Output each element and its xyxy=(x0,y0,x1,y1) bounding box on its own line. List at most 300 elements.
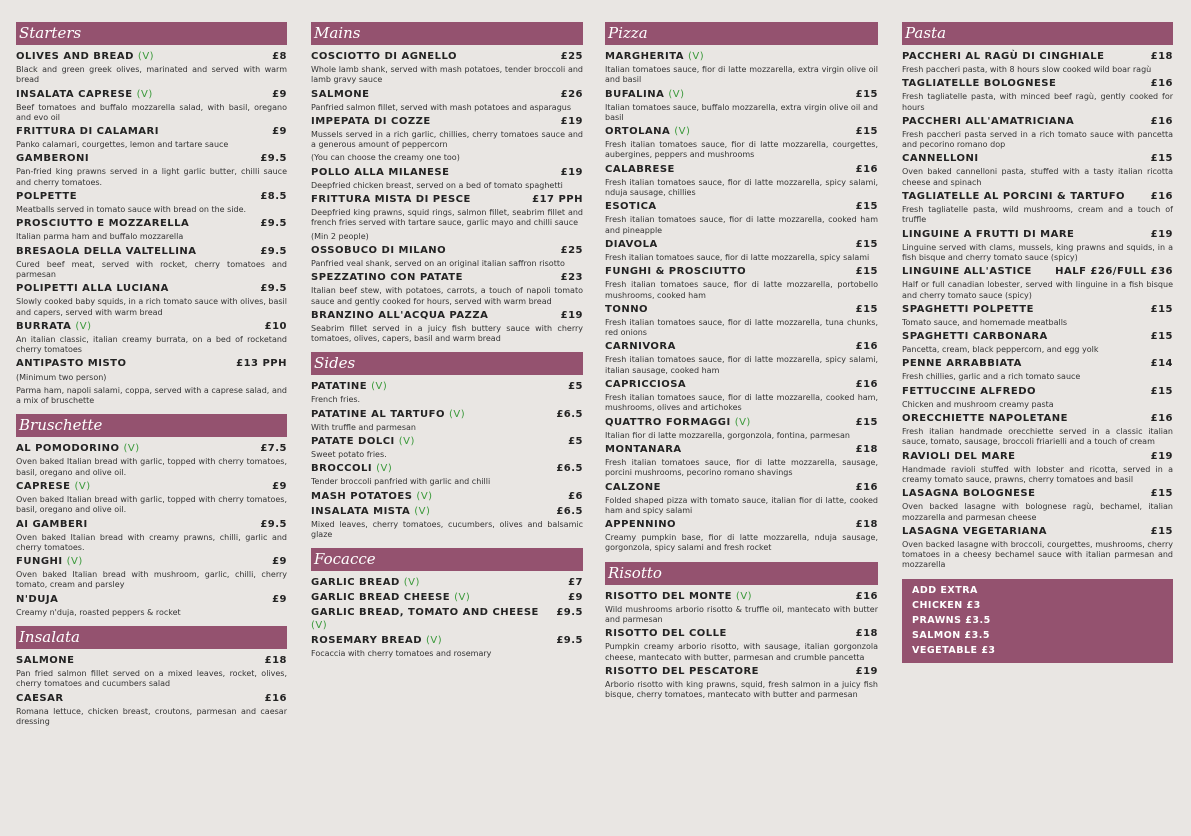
vegetarian-badge: (V) xyxy=(734,416,751,428)
menu-item-header xyxy=(605,50,878,63)
menu-item-header xyxy=(311,435,583,448)
menu-item-price: £10 xyxy=(264,320,287,332)
menu-item xyxy=(311,505,583,541)
menu-item-title xyxy=(311,576,420,589)
menu-item-price: £16 xyxy=(1150,115,1173,127)
section-title: Focacce xyxy=(311,548,583,571)
menu-item-name: RISOTTO DEL MONTE xyxy=(605,590,732,602)
menu-item-header xyxy=(311,505,583,518)
menu-item xyxy=(16,692,287,728)
menu-item-name: BUFALINA xyxy=(605,88,665,100)
menu-item xyxy=(902,385,1173,410)
menu-item-header xyxy=(311,50,583,63)
section-starters xyxy=(16,22,287,406)
menu-item-title xyxy=(605,481,661,494)
menu-item-name: PACCHERI AL RAGÙ DI CINGHIALE xyxy=(902,51,1105,62)
section-title: Pizza xyxy=(605,22,878,45)
menu-item-description: Fresh italian tomatoes sauce, fior di latte mozzarella, cooked ham, mushrooms, olives and artichokes xyxy=(605,393,878,413)
menu-item-header xyxy=(311,193,583,206)
menu-item-price: £15 xyxy=(855,126,878,138)
menu-item-name: CALABRESE xyxy=(605,163,675,175)
menu-item-header xyxy=(16,518,287,531)
menu-item-header xyxy=(605,590,878,603)
menu-item xyxy=(902,77,1173,113)
menu-item-description: Italian tomatoes sauce, fior di latte mozzarella, extra virgin olive oil and basil xyxy=(605,65,878,85)
menu-item xyxy=(16,125,287,150)
menu-item-description: Pumpkin creamy arborio risotto, with sausage, italian gorgonzola cheese, mantecato with butter, parmesan and crumble pancetta xyxy=(605,642,878,662)
menu-item-price: £15 xyxy=(855,201,878,213)
menu-item-title xyxy=(605,378,686,391)
menu-item-header xyxy=(902,115,1173,128)
menu-item-price: £9 xyxy=(272,126,287,138)
menu-item-description: Linguine served with clams, mussels, king prawns and squids, in a fish bisque and cherry tomato sauce (spicy) xyxy=(902,242,1173,262)
menu-item xyxy=(16,357,287,406)
add-extra-box xyxy=(902,579,1173,663)
menu-item-price: £19 xyxy=(560,166,583,178)
menu-item-header xyxy=(311,576,583,589)
vegetarian-badge: (V) xyxy=(688,51,705,62)
menu-item-title xyxy=(311,115,431,128)
menu-item-description: Wild mushrooms arborio risotto & truffle oil, mantecato with butter and parmesan xyxy=(605,604,878,625)
section-sides xyxy=(311,352,583,540)
menu-item-title xyxy=(605,627,727,640)
menu-item-title xyxy=(311,462,392,475)
menu-item-price: £6 xyxy=(568,490,583,502)
menu-item-name: TONNO xyxy=(605,303,649,315)
menu-item-description: Deepfried king prawns, squid rings, salmon fillet, seabrim fillet and french fries served with tartare sauce, garlic mayo and chilli sauce xyxy=(311,208,583,228)
extra-item: VEGETABLE £3 xyxy=(912,644,996,656)
menu-item xyxy=(605,665,878,701)
section-title: Risotto xyxy=(605,562,878,585)
menu-item-name: CAPRESE xyxy=(16,480,71,492)
menu-item-header xyxy=(902,357,1173,370)
menu-item-price: £15 xyxy=(855,88,878,100)
menu-item xyxy=(605,238,878,263)
menu-item-title xyxy=(311,244,446,257)
menu-item-title xyxy=(311,435,415,448)
menu-item-title xyxy=(311,271,463,284)
menu-item-price: £14 xyxy=(1150,358,1173,370)
menu-item-name: CARNIVORA xyxy=(605,341,676,353)
menu-item-price: £19 xyxy=(560,115,583,127)
menu-item-title xyxy=(311,193,471,206)
menu-item-price: £23 xyxy=(560,272,583,284)
menu-item-name: ORTOLANA xyxy=(605,126,671,138)
vegetarian-badge: (V) xyxy=(136,88,153,100)
menu-item-price: £9 xyxy=(272,556,287,568)
menu-item-description: Oven baked Italian bread with garlic, topped with cherry tomatoes, basil, oregano and olive oil. xyxy=(16,494,287,515)
menu-item xyxy=(311,435,583,460)
menu-item-title xyxy=(311,591,470,604)
menu-item-description: Oven baked cannelloni pasta, stuffed with a tasty italian ricotta cheese and spinach xyxy=(902,167,1173,187)
section-bruschette xyxy=(16,414,287,618)
menu-item-description: Folded shaped pizza with tomato sauce, italian fior di latte, cooked ham and spicy salami xyxy=(605,495,878,515)
menu-item-description: Fresh italian tomatoes sauce, fior di latte mozzarella, spicy salami, nduja sausage, chillies xyxy=(605,177,878,198)
menu-item-price: £19 xyxy=(560,309,583,321)
vegetarian-badge: (V) xyxy=(311,620,328,632)
menu-item-name: N'DUJA xyxy=(16,593,59,605)
menu-item-title xyxy=(311,490,433,503)
menu-item-header xyxy=(16,190,287,203)
menu-item-title xyxy=(902,330,1048,343)
menu-item-header xyxy=(902,265,1173,278)
menu-item-description: Parma ham, napoli salami, coppa, served with a caprese salad, and a mix of bruschette xyxy=(16,385,287,406)
menu-item-header xyxy=(605,265,878,278)
menu-item xyxy=(605,627,878,663)
menu-item-description: Fresh italian tomatoes sauce, fior di latte mozzarella, spicy salami, italian sausage, cooked ham xyxy=(605,355,878,375)
menu-item-name: OSSOBUCO DI MILANO xyxy=(311,244,447,256)
menu-item-price: £6.5 xyxy=(556,408,583,420)
menu-item xyxy=(16,518,287,554)
menu-item-price: £9.5 xyxy=(260,245,287,257)
menu-item-title xyxy=(311,634,442,647)
menu-item-description: Italian tomatoes sauce, buffalo mozzarella, extra virgin olive oil and basil xyxy=(605,102,878,122)
menu-item-name: MONTANARA xyxy=(605,443,682,455)
menu-item-description: Creamy n'duja, roasted peppers & rocket xyxy=(16,607,181,617)
menu-item-title xyxy=(16,593,58,606)
menu-item xyxy=(311,193,583,242)
menu-item-title xyxy=(902,190,1125,203)
menu-item xyxy=(902,50,1173,75)
menu-item-description: Arborio risotto with king prawns, squid, fresh salmon in a juicy fish bisque, cherry tomatoes, mantecato with butter and parmesan xyxy=(605,679,878,700)
menu-item-header xyxy=(605,163,878,176)
menu-item xyxy=(311,576,583,589)
menu-item-header xyxy=(16,50,287,63)
menu-item-title xyxy=(605,416,751,429)
menu-item-price: £18 xyxy=(855,628,878,640)
menu-item xyxy=(16,217,287,242)
menu-item-name: PROSCIUTTO E MOZZARELLA xyxy=(16,218,190,230)
menu-item-header xyxy=(902,50,1173,63)
menu-item-title xyxy=(16,190,77,203)
vegetarian-badge: (V) xyxy=(376,463,393,475)
menu-item xyxy=(311,309,583,345)
menu-item-description: Panfried veal shank, served on an original italian saffron risotto xyxy=(311,258,565,268)
menu-item-description: Oven baked Italian bread with mushroom, garlic, chilli, cherry tomato, cream and parsley xyxy=(16,570,287,590)
menu-item-description: Fresh chillies, garlic and a rich tomato sauce xyxy=(902,372,1081,382)
menu-item xyxy=(16,190,287,215)
menu-item-name: POLPETTE xyxy=(16,191,78,203)
menu-item-header xyxy=(605,627,878,640)
menu-item xyxy=(16,442,287,478)
menu-item-header xyxy=(902,152,1173,165)
menu-item-header xyxy=(605,416,878,429)
menu-item-title xyxy=(16,480,91,493)
menu-item xyxy=(311,408,583,433)
menu-item-header xyxy=(605,125,878,138)
menu-item-name: SPAGHETTI POLPETTE xyxy=(902,303,1034,315)
menu-item-description: Romana lettuce, chicken breast, croutons, parmesan and caesar dressing xyxy=(16,706,287,726)
menu-item-description: Tender broccoli panfried with garlic and chilli xyxy=(311,477,491,487)
menu-item-title xyxy=(902,152,979,165)
menu-item-price: £18 xyxy=(855,443,878,455)
menu-item-title xyxy=(605,50,704,63)
menu-item xyxy=(902,487,1173,523)
menu-item xyxy=(16,50,287,86)
menu-item xyxy=(311,490,583,503)
menu-item-title xyxy=(902,357,1022,370)
menu-item-description: Fresh italian tomatoes sauce, fior di latte mozzarella, cooked ham and pineapple xyxy=(605,215,878,235)
menu-item xyxy=(311,271,583,307)
section-title: Pasta xyxy=(902,22,1173,45)
menu-item-description: Oven backed lasagne with bolognese ragù, bechamel, italian mozzarella and parmesan cheese xyxy=(902,502,1173,522)
menu-item xyxy=(902,228,1173,264)
menu-item xyxy=(605,590,878,626)
menu-item-name: GARLIC BREAD CHEESE xyxy=(311,592,451,604)
menu-item-price: £15 xyxy=(1150,331,1173,343)
menu-item-name: ANTIPASTO MISTO xyxy=(16,358,127,370)
menu-item-header xyxy=(16,442,287,455)
menu-item-title xyxy=(311,380,387,393)
menu-item-title xyxy=(902,450,1016,463)
menu-item xyxy=(605,125,878,161)
menu-item-name: COSCIOTTO DI AGNELLO xyxy=(311,51,457,62)
menu-item xyxy=(16,320,287,356)
menu-item-description: Mussels served in a rich garlic, chillies, cherry tomatoes sauce and a generous amount of peppercorn xyxy=(311,129,583,150)
menu-item-price: £9.5 xyxy=(260,218,287,230)
menu-item-header xyxy=(311,591,583,604)
menu-item xyxy=(902,357,1173,382)
menu-item xyxy=(902,115,1173,151)
menu-item-title xyxy=(902,303,1034,316)
column-4 xyxy=(902,22,1173,663)
menu-item-title xyxy=(16,654,74,667)
menu-item-price: £9.5 xyxy=(556,607,583,619)
column-1 xyxy=(16,22,287,735)
menu-item-header xyxy=(902,330,1173,343)
menu-item-title xyxy=(16,245,197,258)
column-3 xyxy=(605,22,878,709)
menu-item-name: FRITTURA DI CALAMARI xyxy=(16,126,159,138)
menu-item-price: £9 xyxy=(272,480,287,492)
menu-item-title xyxy=(605,125,690,138)
menu-item-description: Handmade ravioli stuffed with lobster and ricotta, served in a creamy tomato sauce, prawns, cherry tomatoes and basil xyxy=(902,464,1173,484)
menu-item-price: £16 xyxy=(855,163,878,175)
vegetarian-badge: (V) xyxy=(674,126,691,138)
menu-item-header xyxy=(902,77,1173,90)
menu-item-description: Panko calamari, courgettes, lemon and tartare sauce xyxy=(16,140,229,150)
menu-item-price: £6.5 xyxy=(556,505,583,517)
menu-item-header xyxy=(311,271,583,284)
vegetarian-badge: (V) xyxy=(735,590,753,602)
menu-item xyxy=(311,166,583,191)
menu-item-price: £7.5 xyxy=(260,443,287,455)
menu-item-description: Oven baked Italian bread with garlic, topped with cherry tomatoes, basil, oregano and olive oil. xyxy=(16,457,287,477)
menu-item-name: MARGHERITA xyxy=(605,51,685,62)
menu-item xyxy=(605,265,878,301)
menu-item-header xyxy=(311,166,583,179)
extra-item: PRAWNS £3.5 xyxy=(912,614,991,626)
menu-item xyxy=(605,518,878,554)
vegetarian-badge: (V) xyxy=(668,88,685,100)
menu-item-title xyxy=(16,282,169,295)
menu-item-title xyxy=(902,50,1104,63)
menu-item-price: £9.5 xyxy=(260,153,287,165)
vegetarian-badge: (V) xyxy=(66,556,83,568)
section-title: Bruschette xyxy=(16,414,287,437)
menu-item-price: £16 xyxy=(855,341,878,353)
menu-item-header xyxy=(16,88,287,101)
menu-item-header xyxy=(16,357,287,370)
section-pizza xyxy=(605,22,878,554)
menu-item-header xyxy=(16,125,287,138)
menu-item-name: SPAGHETTI CARBONARA xyxy=(902,331,1048,343)
menu-item-header xyxy=(605,303,878,316)
vegetarian-badge: (V) xyxy=(123,443,140,455)
menu-item-name: LASAGNA BOLOGNESE xyxy=(902,488,1036,500)
menu-item-name: SALMONE xyxy=(311,88,370,100)
menu-item-price: £15 xyxy=(1150,303,1173,315)
menu-item xyxy=(902,190,1173,226)
menu-item xyxy=(311,634,583,659)
menu-item-description: Fresh italian tomatoes sauce, fior di latte mozzarella, tuna chunks, red onions xyxy=(605,317,878,338)
section-insalata xyxy=(16,626,287,727)
menu-item-name: RISOTTO DEL PESCATORE xyxy=(605,665,759,677)
menu-item-title xyxy=(902,412,1068,425)
menu-item xyxy=(311,591,583,604)
menu-item xyxy=(605,200,878,236)
menu-item-title xyxy=(16,555,83,568)
menu-item-description: Chicken and mushroom creamy pasta xyxy=(902,399,1054,409)
menu-item-header xyxy=(311,634,583,647)
menu-item-price: £18 xyxy=(264,655,287,667)
section-mains xyxy=(311,22,583,344)
menu-item-price: £15 xyxy=(855,238,878,250)
menu-item-price: £9.5 xyxy=(556,635,583,647)
menu-item-header xyxy=(605,88,878,101)
section-title: Starters xyxy=(16,22,287,45)
menu-item-header xyxy=(311,490,583,503)
menu-item xyxy=(902,412,1173,448)
menu-item xyxy=(311,50,583,86)
vegetarian-badge: (V) xyxy=(403,577,420,589)
menu-item-title xyxy=(605,303,648,316)
menu-item-title xyxy=(311,408,465,421)
menu-item-note: (Minimum two person) xyxy=(16,373,107,383)
section-title: Sides xyxy=(311,352,583,375)
menu-item-description: Fresh paccheri pasta, with 8 hours slow cooked wild boar ragù xyxy=(902,65,1152,74)
menu-item-name: TAGLIATELLE BOLOGNESE xyxy=(902,78,1057,90)
menu-item-name: ORECCHIETTE NAPOLETANE xyxy=(902,413,1068,425)
menu-item-price: £17 PPH xyxy=(532,194,583,206)
vegetarian-badge: (V) xyxy=(416,490,433,502)
menu-item-name: FRITTURA MISTA DI PESCE xyxy=(311,194,471,206)
menu-item xyxy=(902,450,1173,486)
menu-item-name: APPENNINO xyxy=(605,519,677,531)
menu-item-header xyxy=(902,450,1173,463)
menu-item xyxy=(902,152,1173,188)
menu-item xyxy=(16,88,287,124)
menu-item-header xyxy=(16,245,287,258)
menu-item-header xyxy=(311,606,583,632)
menu-item-title xyxy=(16,217,189,230)
menu-item-description: With truffle and parmesan xyxy=(311,422,416,432)
menu-item-header xyxy=(605,200,878,213)
menu-item-title xyxy=(16,152,89,165)
menu-item-price: £15 xyxy=(1150,153,1173,165)
menu-item-description: An italian classic, italian creamy burrata, on a bed of rocketand cherry tomatoes xyxy=(16,334,287,355)
menu-item-title xyxy=(902,525,1047,538)
menu-item-description: Beef tomatoes and buffalo mozzarella salad, with basil, oregano and evo oil xyxy=(16,102,287,122)
menu-item-description: Italian beef stew, with potatoes, carrots, a touch of napoli tomato sauce and gently cooked for hours, served with warm bread xyxy=(311,286,583,306)
menu-item-header xyxy=(16,282,287,295)
menu-item-title xyxy=(16,357,127,370)
menu-item-title xyxy=(16,88,153,101)
vegetarian-badge: (V) xyxy=(371,381,388,393)
menu-item-description: Deepfried chicken breast, served on a bed of tomato spaghetti xyxy=(311,180,563,190)
menu-item-price: £16 xyxy=(855,379,878,391)
menu-item-header xyxy=(16,692,287,705)
menu-item-description: Half or full canadian lobester, served with linguine in a fish bisque and cherry tomato sauce (spicy) xyxy=(902,280,1173,300)
menu-item xyxy=(16,593,287,618)
menu-item-name: PENNE ARRABBIATA xyxy=(902,358,1022,370)
menu-item-description: Italian parma ham and buffalo mozzarella xyxy=(16,232,184,242)
menu-item-title xyxy=(605,238,658,251)
menu-item-description: Creamy pumpkin base, fior di latte mozzarella, nduja sausage, gorgonzola, spicy salami and fresh rocket xyxy=(605,533,878,553)
menu-item-price: £8.5 xyxy=(260,191,287,203)
menu-item-name: GAMBERONI xyxy=(16,153,90,165)
menu-item-name: FUNGHI & PROSCIUTTO xyxy=(605,266,747,278)
menu-item-title xyxy=(605,518,676,531)
menu-item-name: ESOTICA xyxy=(605,201,657,213)
menu-item-header xyxy=(605,238,878,251)
menu-item-title xyxy=(902,77,1056,90)
menu-item-price: £15 xyxy=(855,266,878,278)
menu-item-header xyxy=(16,217,287,230)
menu-item-title xyxy=(605,590,752,603)
menu-item-description: Cured beef meat, served with rocket, cherry tomatoes and parmesan xyxy=(16,259,287,279)
menu-item xyxy=(605,163,878,199)
menu-item-title xyxy=(16,320,92,333)
vegetarian-badge: (V) xyxy=(414,505,431,517)
menu-item-description: Fresh italian tomatoes sauce, fior di latte mozzarella, portobello mushrooms, cooked ham xyxy=(605,280,878,300)
menu-item-name: LASAGNA VEGETARIANA xyxy=(902,525,1048,537)
menu-item-title xyxy=(605,163,675,176)
menu-item-price: £15 xyxy=(1150,525,1173,537)
menu-item-price: £16 xyxy=(855,590,878,602)
menu-item xyxy=(311,380,583,405)
menu-item-name: BURRATA xyxy=(16,320,72,332)
menu-item-name: RAVIOLI DEL MARE xyxy=(902,450,1016,462)
menu-item-description: Fresh tagliatelle pasta, wild mushrooms, cream and a touch of truffle xyxy=(902,205,1173,225)
menu-item-header xyxy=(16,152,287,165)
section-title: Mains xyxy=(311,22,583,45)
menu-item-price: £5 xyxy=(568,381,583,393)
menu-item-title xyxy=(16,442,140,455)
menu-item-name: BRESAOLA DELLA VALTELLINA xyxy=(16,245,197,257)
menu-item-name: BROCCOLI xyxy=(311,463,373,475)
menu-item xyxy=(605,340,878,376)
menu-item xyxy=(16,480,287,516)
vegetarian-badge: (V) xyxy=(74,480,91,492)
menu-item-title xyxy=(311,309,488,322)
menu-item-price: £18 xyxy=(1150,51,1173,62)
menu-item-description: Slowly cooked baby squids, in a rich tomato sauce with olives, basil and capers, served with warm bread xyxy=(16,297,287,317)
menu-item-title xyxy=(605,88,685,101)
menu-item-title xyxy=(902,265,1032,278)
menu-item-header xyxy=(311,462,583,475)
vegetarian-badge: (V) xyxy=(454,592,471,604)
menu-item-name: POLIPETTI ALLA LUCIANA xyxy=(16,283,169,295)
menu-item-price: £8 xyxy=(272,51,287,62)
extra-item: SALMON £3.5 xyxy=(912,629,990,641)
menu-item-name: INSALATA CAPRESE xyxy=(16,88,133,100)
menu-item-description: Pancetta, cream, black peppercorn, and egg yolk xyxy=(902,345,1099,355)
menu-item-name: CALZONE xyxy=(605,481,661,493)
menu-item xyxy=(16,654,287,690)
menu-item-header xyxy=(902,412,1173,425)
menu-item-header xyxy=(902,303,1173,316)
